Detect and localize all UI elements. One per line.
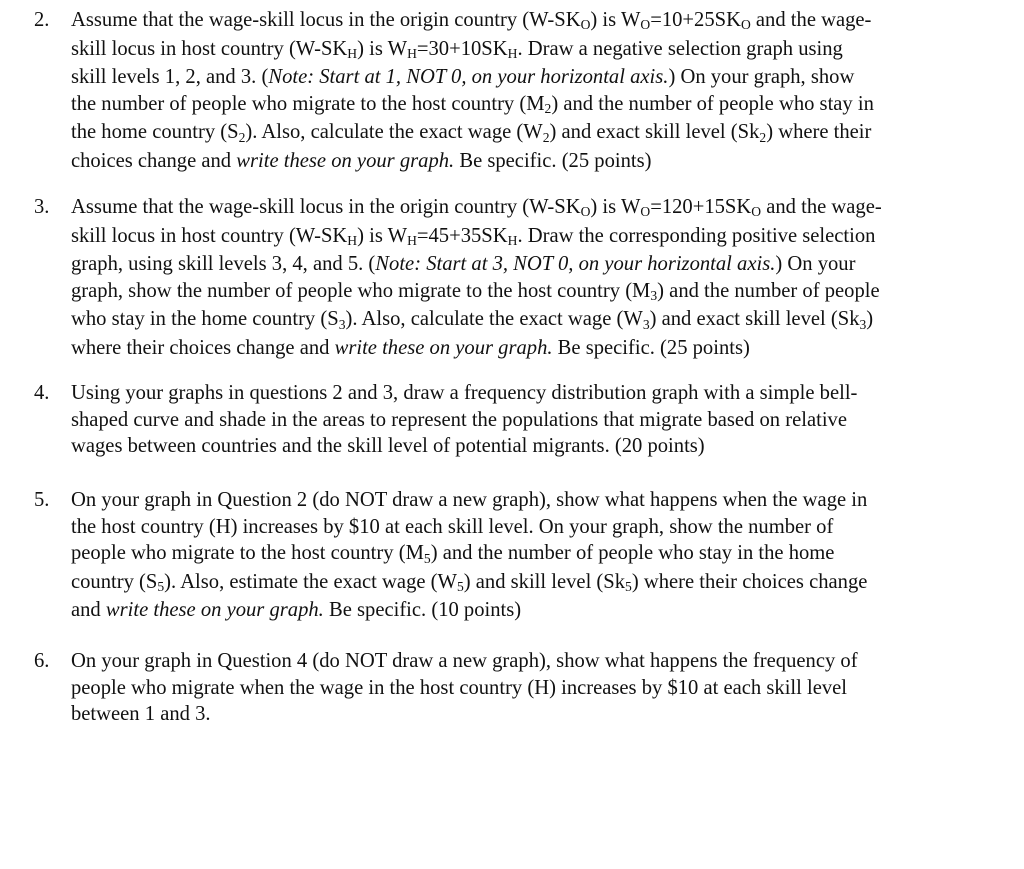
subscript: H (347, 232, 358, 248)
subscript: 5 (423, 550, 431, 566)
subscript: 5 (157, 579, 165, 595)
text-line (71, 701, 1001, 728)
subscript: O (640, 204, 651, 220)
text-segment: ). Also, estimate the exact wage (W (164, 570, 457, 593)
text-segment: and the wage- (750, 9, 872, 31)
text-line (71, 251, 1001, 278)
text-segment: the host country (H) increases by $10 at each skill level. On your graph, show the number of (71, 515, 834, 538)
text-line (71, 487, 1001, 514)
subscript: 2 (759, 129, 767, 145)
text-line (71, 194, 1001, 223)
text-segment: choices change and (71, 149, 237, 172)
question-text (71, 194, 1001, 362)
text-segment: ) is W (590, 196, 641, 218)
text-segment: people who migrate to the host country (M (71, 542, 424, 565)
text-segment: skill locus in host country (W-SK (71, 37, 348, 60)
text-segment: ) and skill level (Sk (463, 570, 626, 593)
text-segment: ) is W (357, 37, 408, 60)
subscript: O (640, 17, 651, 33)
subscript: O (740, 17, 751, 33)
subscript: O (751, 204, 762, 220)
text-line (71, 675, 1001, 702)
text-segment: =30+10SK (416, 37, 508, 60)
text-line (71, 64, 1001, 91)
text-segment: ) and the number of people who stay in the home (430, 542, 835, 565)
text-segment: ) and exact skill level (Sk (649, 308, 860, 331)
text-segment: Assume that the wage-skill locus in the origin country (W-SK (71, 9, 581, 31)
italic-text: write these on your graph. (105, 599, 324, 622)
subscript: 2 (238, 129, 246, 145)
text-segment: ) is W (357, 224, 408, 247)
subscript: 2 (544, 101, 552, 117)
text-line (71, 91, 1001, 120)
text-segment: shaped curve and shade in the areas to represent the populations that migrate based on relative (71, 408, 847, 431)
subscript: O (580, 204, 591, 220)
text-line (71, 36, 1001, 65)
subscript: H (407, 232, 417, 248)
text-segment: ) and the number of people who stay in (551, 92, 874, 115)
text-segment: . Draw a negative selection graph using (517, 37, 843, 60)
text-segment: skill locus in host country (W-SK (71, 224, 348, 247)
subscript: 5 (456, 579, 464, 595)
italic-text: Note: Start at 1, NOT 0, on your horizontal axis. (268, 66, 669, 89)
text-segment: Assume that the wage-skill locus in the origin country (W-SK (71, 196, 581, 218)
subscript: H (347, 45, 358, 61)
subscript: 3 (859, 316, 867, 332)
text-line (71, 380, 1001, 407)
text-segment: ) On your (775, 253, 856, 276)
text-segment: the home country (S (71, 121, 239, 144)
subscript: 3 (650, 288, 658, 304)
italic-text: Note: Start at 3, NOT 0, on your horizontal axis. (375, 253, 776, 276)
subscript: 3 (642, 316, 650, 332)
text-segment: the number of people who migrate to the host country (M (71, 92, 545, 115)
text-segment: people who migrate when the wage in the host country (H) increases by $10 at each skill level (71, 676, 848, 699)
text-line (71, 514, 1001, 541)
subscript: O (580, 17, 591, 33)
subscript: 2 (542, 129, 550, 145)
question-text (71, 7, 1001, 175)
text-segment: graph, using skill levels 3, 4, and 5. ( (71, 253, 376, 276)
text-segment: ) where their choices change (631, 570, 868, 593)
text-segment: =120+15SK (650, 196, 752, 218)
text-segment: who stay in the home country (S (71, 308, 339, 331)
text-segment: Be specific. (10 points) (323, 599, 522, 622)
text-segment: =45+35SK (416, 224, 508, 247)
question-text (71, 487, 1001, 624)
text-segment: ). Also, calculate the exact wage (W (345, 308, 643, 331)
subscript: 5 (625, 579, 632, 595)
text-segment: graph, show the number of people who migrate to the host country (M (71, 279, 651, 302)
subscript: H (407, 45, 417, 61)
text-segment: ) and the number of people (657, 279, 880, 302)
subscript: H (507, 45, 518, 61)
italic-text: write these on your graph. (236, 149, 455, 172)
text-line (71, 223, 1001, 252)
text-segment: ) On your graph, show (668, 66, 855, 89)
question-number: 3. (34, 196, 50, 218)
text-line (71, 119, 1001, 148)
text-segment: Be specific. (25 points) (454, 149, 652, 172)
subscript: 3 (338, 316, 346, 332)
text-line (71, 597, 1001, 624)
text-segment: On your graph in Question 4 (do NOT draw a new graph), show what happens the frequency of (71, 650, 858, 672)
text-line (71, 306, 1001, 335)
text-segment: ) (866, 308, 874, 331)
text-line (71, 335, 1001, 362)
text-segment: skill levels 1, 2, and 3. ( (71, 66, 269, 89)
text-segment: On your graph in Question 2 (do NOT draw a new graph), show what happens when the wage in (71, 489, 868, 511)
text-line (71, 648, 1001, 675)
text-segment: where their choices change and (71, 336, 335, 359)
text-line (71, 278, 1001, 307)
question-number: 4. (34, 382, 50, 404)
text-segment: between 1 and 3. (71, 703, 211, 726)
text-segment: Be specific. (25 points) (552, 336, 750, 359)
text-segment: . Draw the corresponding positive selection (517, 224, 876, 247)
question-number: 2. (34, 9, 50, 31)
text-segment: =10+25SK (650, 9, 741, 31)
subscript: H (507, 232, 518, 248)
text-line (71, 569, 1001, 598)
text-segment: wages between countries and the skill level of potential migrants. (20 points) (71, 435, 705, 458)
text-line (71, 540, 1001, 569)
italic-text: write these on your graph. (334, 336, 553, 359)
text-segment: country (S (71, 570, 158, 593)
question-text (71, 648, 1001, 728)
text-segment: ) and exact skill level (Sk (549, 121, 760, 144)
text-segment: Using your graphs in questions 2 and 3, draw a frequency distribution graph with a simple bell- (71, 382, 858, 404)
question-number: 5. (34, 489, 50, 511)
text-line (71, 148, 1001, 175)
text-segment: ) is W (590, 9, 641, 31)
text-line (71, 433, 1001, 460)
text-segment: and the wage- (761, 196, 882, 218)
text-segment: and (71, 599, 106, 622)
text-segment: ). Also, calculate the exact wage (W (245, 121, 543, 144)
text-line (71, 7, 1001, 36)
question-number: 6. (34, 650, 50, 672)
text-line (71, 407, 1001, 434)
text-segment: ) where their (766, 121, 872, 144)
question-text (71, 380, 1001, 460)
